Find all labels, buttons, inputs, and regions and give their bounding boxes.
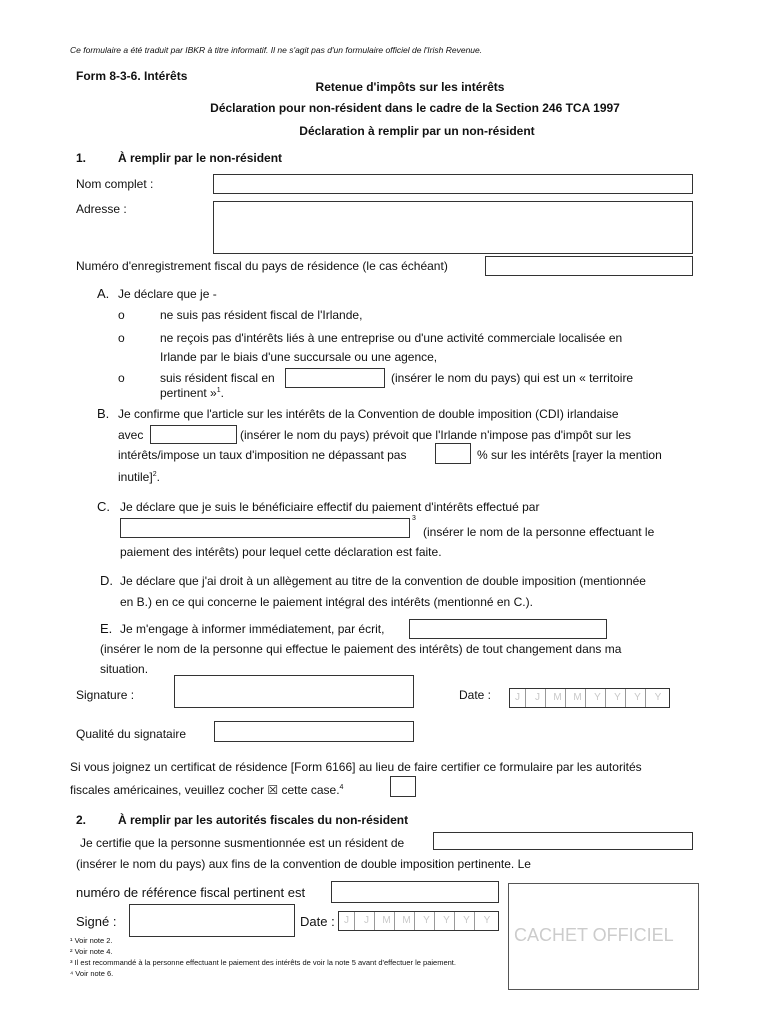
E-letter: E. bbox=[100, 621, 113, 636]
certificate-checkbox[interactable] bbox=[390, 776, 416, 797]
A-item-2-line1: ne reçois pas d'intérêts liés à une entreprise ou d'une activité commerciale localisée en bbox=[160, 331, 623, 345]
date-field[interactable] bbox=[509, 688, 670, 708]
authority-date-cell-day-2: J bbox=[359, 912, 375, 930]
A-item-3-pre: suis résident fiscal en bbox=[160, 371, 275, 385]
B-line2-pre: avec bbox=[118, 428, 144, 442]
address-field[interactable] bbox=[213, 201, 693, 254]
signatory-label: Qualité du signataire bbox=[76, 727, 187, 741]
date-cell-year-2: Y bbox=[610, 689, 626, 707]
footnote-ref-1: 1 bbox=[216, 387, 221, 394]
ref-number-field[interactable] bbox=[331, 881, 499, 903]
B-line4 bbox=[118, 470, 160, 484]
section1-number: 1. bbox=[76, 151, 87, 165]
A-bullet-1: o bbox=[118, 308, 125, 322]
authority-date-cell-year-1: Y bbox=[419, 912, 435, 930]
footnote-1: ¹ Voir note 2. bbox=[70, 936, 113, 945]
A-item-3-post: (insérer le nom du pays) qui est un « territoire bbox=[391, 371, 634, 385]
authority-date-cell-year-2: Y bbox=[439, 912, 455, 930]
address-label: Adresse : bbox=[76, 202, 127, 216]
B-line1: Je confirme que l'article sur les intérêts de la Convention de double imposition (CDI) irlandaise bbox=[118, 407, 619, 421]
resident-country-field[interactable] bbox=[285, 368, 385, 388]
signature-label: Signature : bbox=[76, 688, 135, 702]
authority-date-cell-year-3: Y bbox=[459, 912, 475, 930]
D-letter: D. bbox=[100, 573, 113, 588]
authority-date-cell-day-1: J bbox=[339, 912, 355, 930]
disclaimer: Ce formulaire a été traduit par IBKR à titre informatif. Il ne s'agit pas d'un formulaire officiel de l'Irish Revenue. bbox=[70, 45, 483, 55]
full-name-label: Nom complet : bbox=[76, 177, 154, 191]
signatory-field[interactable] bbox=[214, 721, 414, 742]
section2-heading: À remplir par les autorités fiscales du non-résident bbox=[118, 813, 409, 827]
notify-payer-field[interactable] bbox=[409, 619, 607, 639]
D-line1: Je déclare que j'ai droit à un allègement au titre de la convention de double imposition (mentionnée bbox=[120, 574, 646, 588]
section2-line2: (insérer le nom du pays) aux fins de la convention de double imposition pertinente. Le bbox=[76, 857, 531, 871]
A-item-3-line2 bbox=[160, 386, 224, 400]
authority-signature-field[interactable] bbox=[129, 904, 295, 937]
B-line4-end: . bbox=[156, 470, 160, 484]
footnote-4: ⁴ Voir note 6. bbox=[70, 969, 114, 978]
date-cell-month-1: M bbox=[550, 689, 566, 707]
B-letter: B. bbox=[97, 406, 110, 421]
title-2: Déclaration pour non-résident dans le cadre de la Section 246 TCA 1997 bbox=[210, 101, 620, 115]
A-item-1: ne suis pas résident fiscal de l'Irlande, bbox=[160, 308, 363, 322]
dta-country-field[interactable] bbox=[150, 425, 237, 444]
certificate-line2: fiscales américaines, veuillez cocher ☒ cette case. bbox=[70, 783, 340, 797]
B-line2-post: (insérer le nom du pays) prévoit que l'Irlande n'impose pas d'impôt sur les bbox=[240, 428, 632, 442]
section1-heading: À remplir par le non-résident bbox=[118, 151, 283, 165]
tax-id-field[interactable] bbox=[485, 256, 693, 276]
authority-date-cell-month-2: M bbox=[399, 912, 415, 930]
C-line2-post: (insérer le nom de la personne effectuant le bbox=[423, 525, 655, 539]
A-intro: Je déclare que je - bbox=[118, 287, 217, 301]
A-item-3-line2-text: pertinent » bbox=[160, 386, 217, 400]
C-letter: C. bbox=[97, 499, 110, 514]
payer-name-field[interactable] bbox=[120, 518, 410, 538]
A-bullet-2: o bbox=[118, 331, 125, 345]
A-item-3-end: . bbox=[220, 386, 224, 400]
tax-rate-field[interactable] bbox=[435, 443, 471, 464]
E-line1: Je m'engage à informer immédiatement, par écrit, bbox=[120, 622, 385, 636]
footnote-3: ³ Il est recommandé à la personne effectuant le paiement des intérêts de voir la note 5 avant d'effectuer le paiement. bbox=[70, 958, 456, 967]
authority-date-cell-month-1: M bbox=[379, 912, 395, 930]
date-cell-day-2: J bbox=[530, 689, 546, 707]
authority-date-cell-year-4: Y bbox=[483, 915, 491, 926]
date-cell-year-1: Y bbox=[590, 689, 606, 707]
A-bullet-3: o bbox=[118, 371, 125, 385]
form-id: Form 8-3-6. Intérêts bbox=[76, 69, 188, 83]
date-cell-day-1: J bbox=[510, 689, 526, 707]
E-line2: (insérer le nom de la personne qui effectue le paiement des intérêts) de tout changement dans ma bbox=[100, 642, 622, 656]
A-letter: A. bbox=[97, 286, 110, 301]
footnote-2: ² Voir note 4. bbox=[70, 947, 113, 956]
date-cell-year-4: Y bbox=[654, 692, 662, 703]
date-label: Date : bbox=[459, 688, 492, 702]
C-line3: paiement des intérêts) pour lequel cette déclaration est faite. bbox=[120, 545, 442, 559]
footnote-ref-2: 2 bbox=[152, 471, 157, 478]
tax-id-label: Numéro d'enregistrement fiscal du pays de résidence (le cas échéant) bbox=[76, 259, 448, 273]
signed-label: Signé : bbox=[76, 914, 117, 929]
certificate-line1: Si vous joignez un certificat de résidence [Form 6166] au lieu de faire certifier ce formulaire par les autorités bbox=[70, 760, 642, 774]
D-line2: en B.) en ce qui concerne le paiement intégral des intérêts (mentionné en C.). bbox=[120, 595, 533, 609]
B-line3-post: % sur les intérêts [rayer la mention bbox=[477, 448, 662, 462]
C-line1: Je déclare que je suis le bénéficiaire effectif du paiement d'intérêts effectué par bbox=[120, 500, 540, 514]
full-name-field[interactable] bbox=[213, 174, 693, 194]
title-3: Déclaration à remplir par un non-résident bbox=[299, 124, 535, 138]
authority-date-field[interactable] bbox=[338, 911, 499, 931]
section2-line1: Je certifie que la personne susmentionnée est un résident de bbox=[80, 836, 405, 850]
section2-date-label: Date : bbox=[300, 914, 335, 929]
signature-field[interactable] bbox=[174, 675, 414, 708]
footnote-ref-4: 4 bbox=[339, 784, 344, 791]
ref-label: numéro de référence fiscal pertinent est bbox=[76, 885, 306, 900]
A-item-2-line2: Irlande par le biais d'une succursale ou une agence, bbox=[160, 350, 438, 364]
date-cell-year-3: Y bbox=[630, 689, 646, 707]
B-line3-pre: intérêts/impose un taux d'imposition ne dépassant pas bbox=[118, 448, 407, 462]
footnote-ref-3: 3 bbox=[412, 515, 416, 522]
E-line3: situation. bbox=[100, 662, 149, 676]
B-line4-text: inutile] bbox=[118, 470, 153, 484]
authority-country-field[interactable] bbox=[433, 832, 693, 850]
date-cell-month-2: M bbox=[570, 689, 586, 707]
official-stamp-label: CACHET OFFICIEL bbox=[514, 925, 674, 945]
certificate-line2-wrap bbox=[70, 783, 343, 797]
section2-number: 2. bbox=[76, 813, 87, 827]
title-1: Retenue d'impôts sur les intérêts bbox=[315, 80, 505, 94]
